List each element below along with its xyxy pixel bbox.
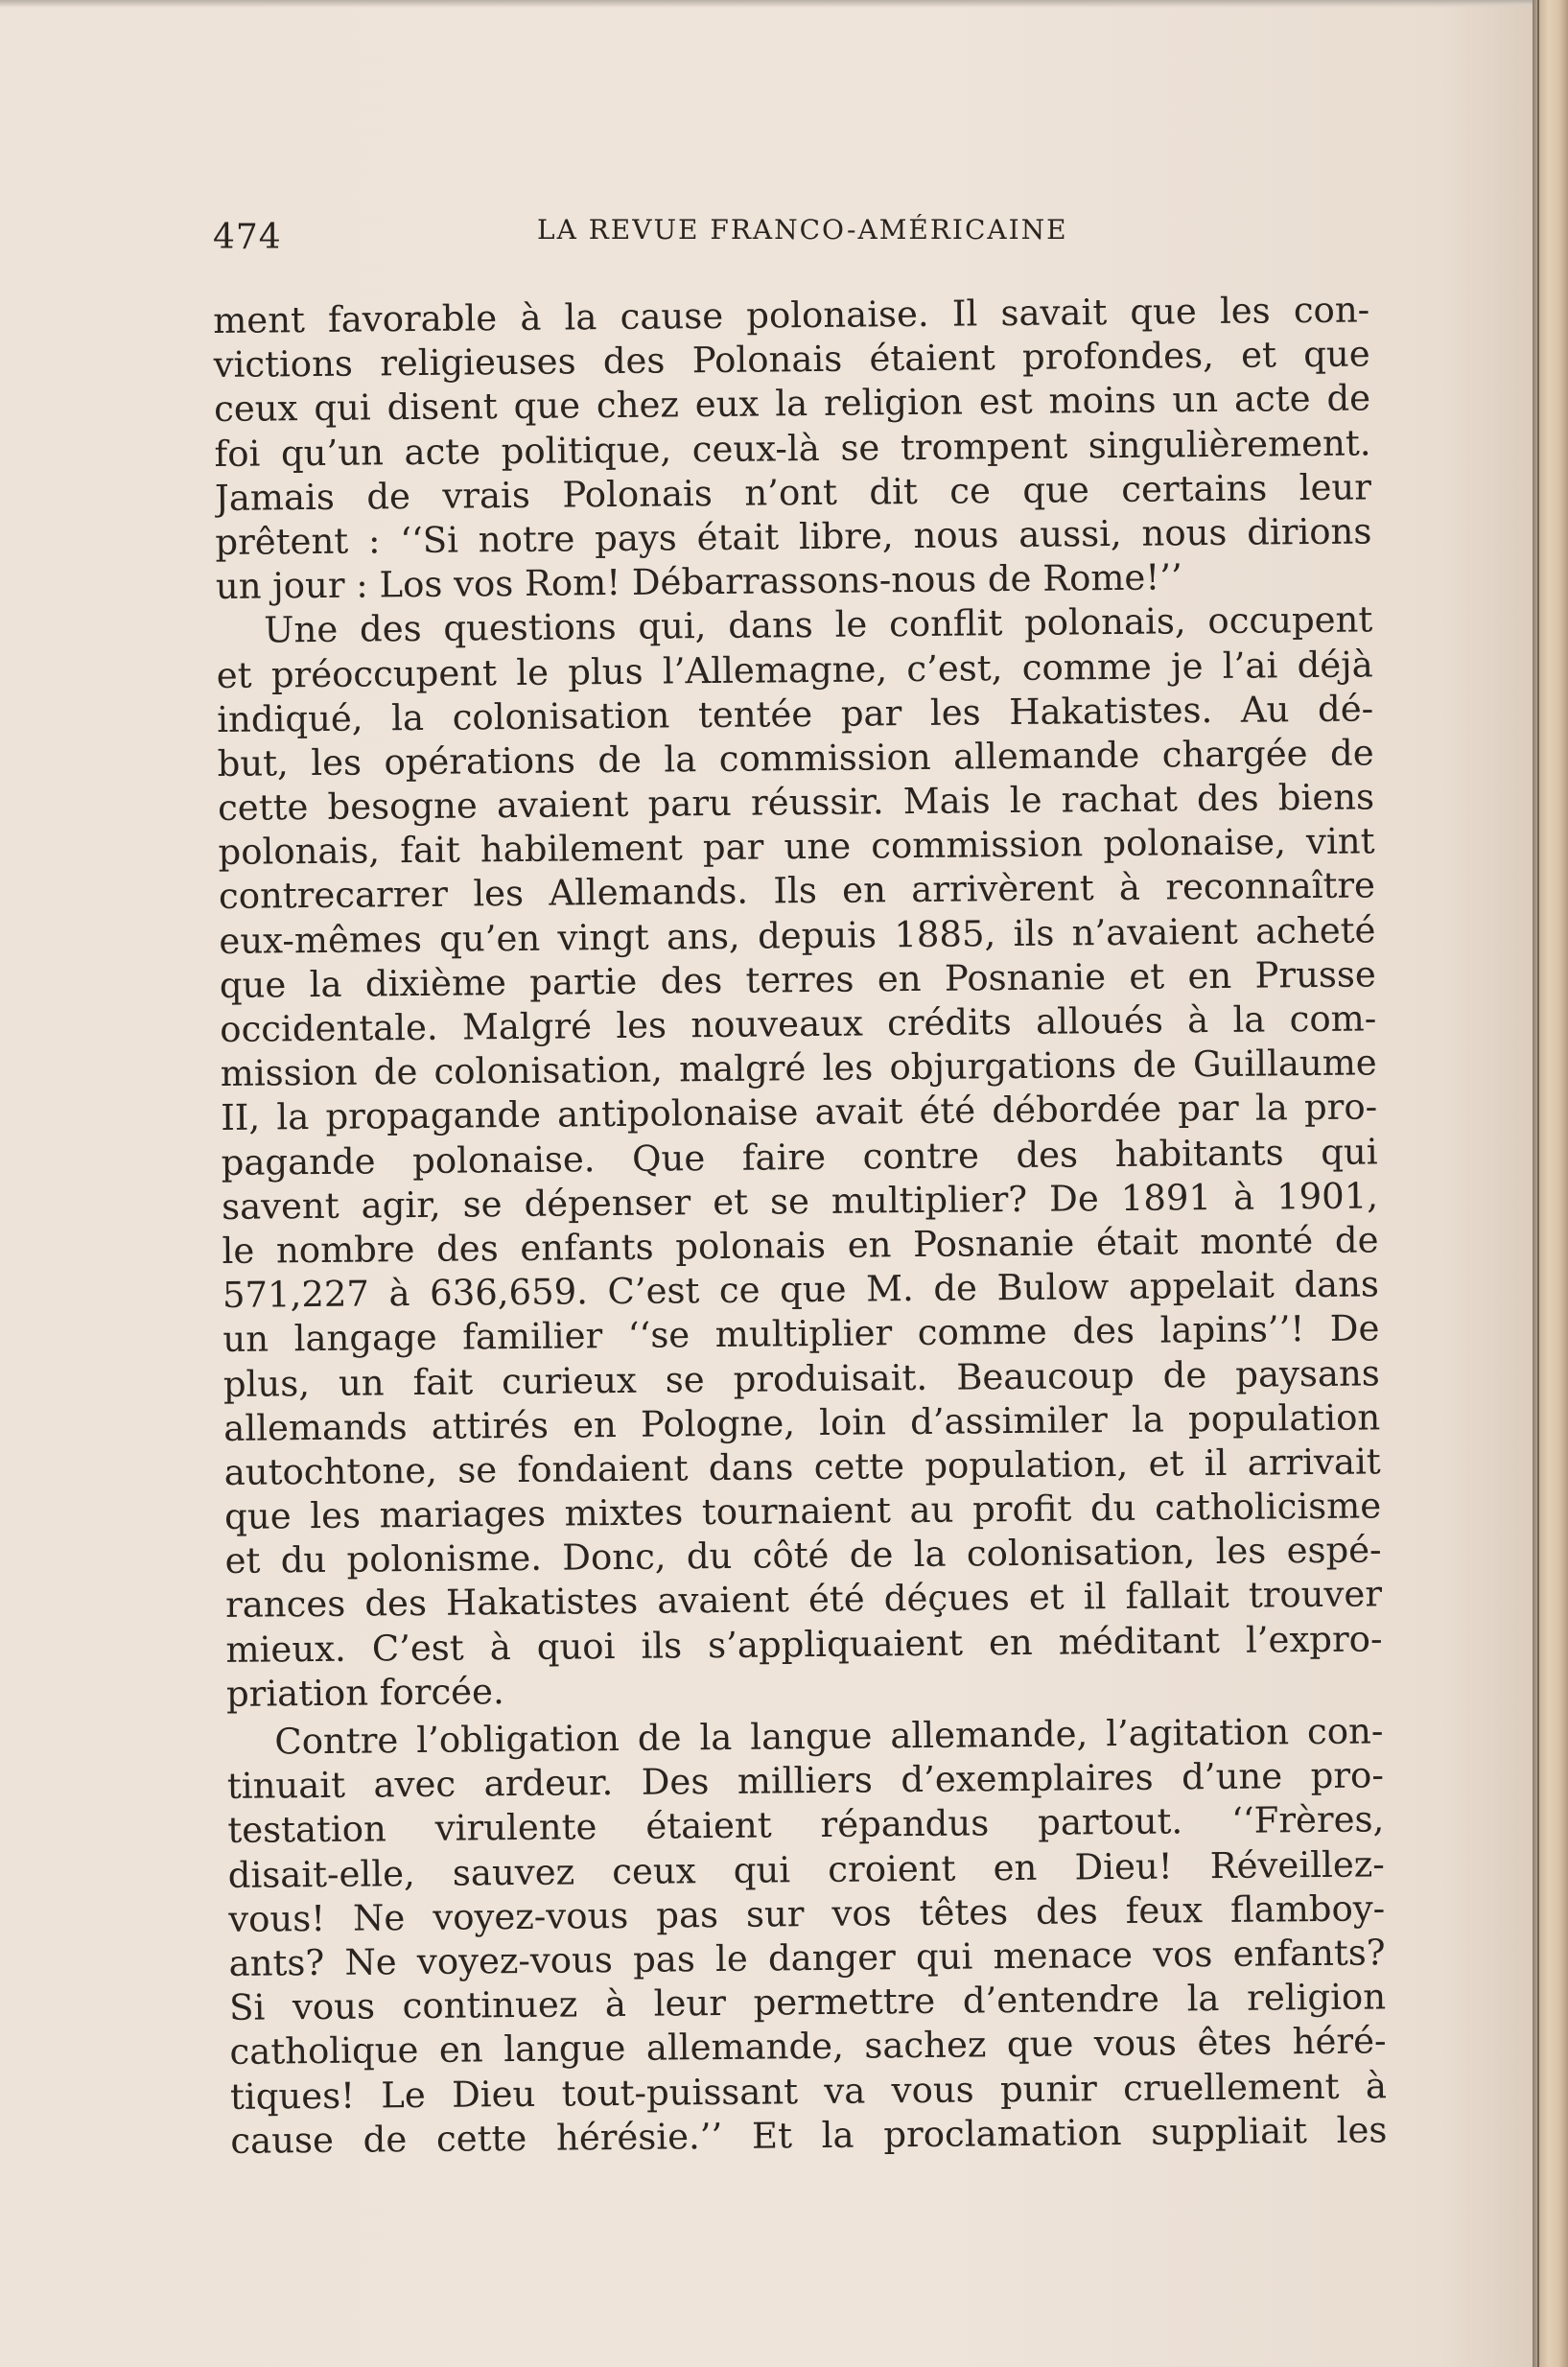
text-line: polonais, fait habilement par une commission polonaise, vint: [218, 820, 1375, 874]
text-line: un langage familier ‘‘se multiplier comme des lapins’’! De: [222, 1307, 1380, 1361]
text-line: but, les opérations de la commission allemande chargée de: [217, 732, 1374, 785]
text-line: le nombre des enfants polonais en Posnanie était monté de: [222, 1219, 1379, 1272]
text-line: que la dixième partie des terres en Posnanie et en Prusse: [219, 953, 1377, 1006]
text-line: 571,227 à 636,659. C’est ce que M. de Bulow appelait dans: [222, 1263, 1380, 1317]
text-line: priation forcée.: [225, 1670, 504, 1715]
paragraph-start-line: Une des questions qui, dans le conflit polonais, occupent: [264, 598, 1373, 651]
text-line: mission de colonisation, malgré les objurgations de Guillaume: [220, 1042, 1377, 1095]
page-header: [213, 214, 1297, 264]
page-fold-line: [1537, 0, 1539, 2367]
text-line: testation virulente étaient répandus partout. ‘‘Frères,: [227, 1798, 1385, 1852]
paragraph-start-line: Contre l’obligation de la langue allemande, l’agitation con-: [274, 1710, 1384, 1763]
body-text: [213, 288, 1388, 2163]
text-line: savent agir, se dépenser et se multiplier? De 1891 à 1901,: [221, 1175, 1379, 1228]
page-number: 474: [213, 218, 282, 257]
text-line: rances des Hakatistes avaient été déçues et il fallait trouver: [224, 1573, 1383, 1627]
text-line: indiqué, la colonisation tentée par les Hakatistes. Au dé-: [216, 688, 1374, 740]
running-title: LA REVUE FRANCO-AMÉRICAINE: [537, 214, 1068, 246]
page-top-edge: [0, 0, 1533, 8]
text-line: victions religieuses des Polonais étaient profondes, et que: [213, 333, 1370, 387]
text-line: pagande polonaise. Que faire contre des habitants qui: [221, 1130, 1378, 1184]
text-line: II, la propagande antipolonaise avait été débordée par la pro-: [220, 1086, 1378, 1139]
text-line: Jamais de vrais Polonais n’ont dit ce que certains leur: [214, 466, 1372, 519]
text-line: ants? Ne voyez-vous pas le danger qui menace vos enfants?: [228, 1932, 1386, 1984]
text-line: cause de cette hérésie.’’ Et la proclamation suppliait les: [230, 2109, 1388, 2162]
text-line: ment favorable à la cause polonaise. Il savait que les con-: [213, 289, 1370, 341]
text-line: mieux. C’est à quoi ils s’appliquaient en méditant l’expro-: [225, 1617, 1383, 1671]
text-line: allemands attirés en Pologne, loin d’assimiler la population: [223, 1396, 1381, 1449]
text-line: que les mariages mixtes tournaient au profit du catholicisme: [223, 1485, 1382, 1538]
text-line: un jour : Los vos Rom! Débarrassons-nous de Rome!’’: [215, 556, 1182, 608]
text-line: ceux qui disent que chez eux la religion est moins un acte de: [213, 377, 1371, 431]
text-line: et préoccupent le plus l’Allemagne, c’est, comme je l’ai déjà: [216, 643, 1373, 696]
text-line: foi qu’un acte politique, ceux-là se trompent singulièrement.: [214, 421, 1371, 475]
text-line: contrecarrer les Allemands. Ils en arrivèrent à reconnaître: [218, 864, 1376, 918]
text-line: autochtone, se fondaient dans cette population, et il arrivait: [223, 1441, 1381, 1493]
text-line: Si vous continuez à leur permettre d’entendre la religion: [228, 1976, 1387, 2029]
text-line: cette besogne avaient paru réussir. Mais le rachat des biens: [217, 776, 1375, 830]
text-line: disait-elle, sauvez ceux qui croient en Dieu! Réveillez-: [227, 1842, 1385, 1896]
text-line: prêtent : ‘‘Si notre pays était libre, nous aussi, nous dirions: [215, 510, 1372, 563]
text-line: plus, un fait curieux se produisait. Beaucoup de paysans: [222, 1351, 1381, 1405]
text-line: eux-mêmes qu’en vingt ans, depuis 1885, ils n’avaient acheté: [219, 909, 1376, 962]
text-line: et du polonisme. Donc, du côté de la colonisation, les espé-: [224, 1529, 1382, 1582]
text-line: occidentale. Malgré les nouveaux crédits alloués à la com-: [220, 997, 1377, 1050]
text-line: vous! Ne voyez-vous pas sur vos têtes des feux flamboy-: [228, 1887, 1386, 1940]
text-line: tiques! Le Dieu tout-puissant va vous punir cruellement à: [229, 2064, 1388, 2118]
text-line: catholique en langue allemande, sachez que vous êtes héré-: [229, 2020, 1387, 2074]
text-line: tinuait avec ardeur. Des milliers d’exemplaires d’une pro-: [226, 1754, 1385, 1808]
